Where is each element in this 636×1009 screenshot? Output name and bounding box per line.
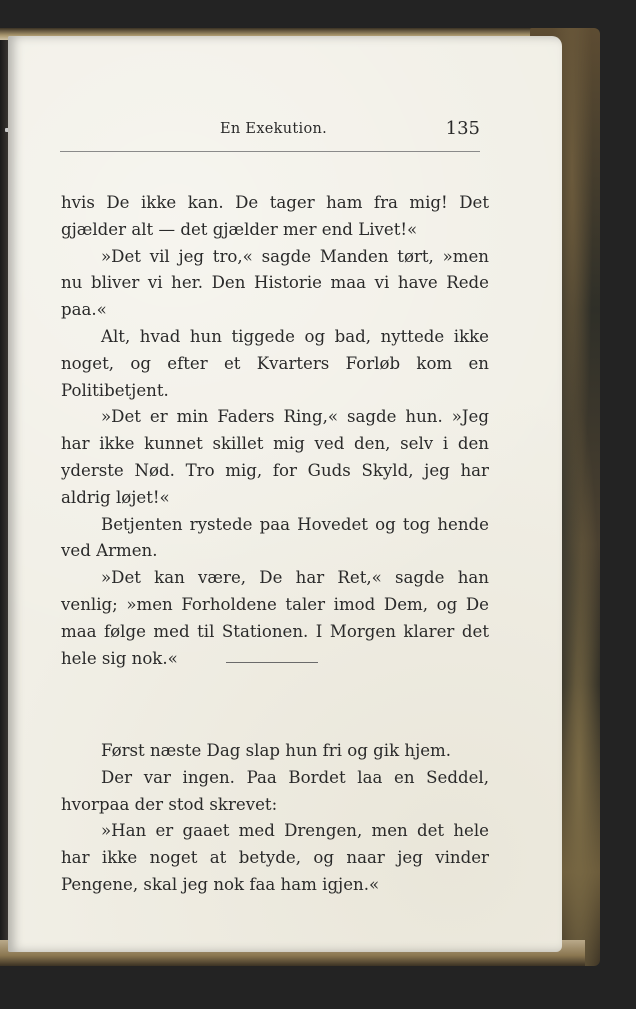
page-header — [60, 113, 490, 145]
book-page — [8, 36, 562, 952]
paragraph: Alt, hvad hun tiggede og bad, nyttede ikke noget, og efter et Kvarters Forløb kom en Politibetjent. — [61, 326, 489, 400]
paragraph: Der var ingen. Paa Bordet laa en Seddel, hvorpaa der stod skrevet: — [61, 767, 489, 814]
paragraph: »Det kan være, De har Ret,« sagde han venlig; »men Forholdene taler imod Dem, og De maa følge med til Stationen. I Morgen klarer det hele sig nok.« — [61, 568, 489, 668]
section-2-text — [61, 738, 489, 899]
page-number: 135 — [445, 118, 480, 139]
paragraph: »Han er gaaet med Drengen, men det hele har ikke noget at betyde, og naar jeg vinder Pengene, skal jeg nok faa ham igjen.« — [61, 821, 489, 894]
section-1-text — [61, 190, 489, 672]
paragraph: »Det er min Faders Ring,« sagde hun. »Jeg har ikke kunnet skillet mig ved den, selv i den yderste Nød. Tro mig, for Guds Skyld, jeg har aldrig løjet!« — [61, 407, 489, 507]
paragraph: Betjenten rystede paa Hovedet og tog hende ved Armen. — [61, 514, 489, 561]
paragraph: Først næste Dag slap hun fri og gik hjem. — [101, 741, 452, 760]
running-title: En Exekution. — [220, 121, 328, 137]
header-rule — [60, 151, 480, 152]
paragraph: »Det vil jeg tro,« sagde Manden tørt, »men nu bliver vi her. Den Historie maa vi have Rede paa.« — [61, 246, 489, 320]
section-divider — [226, 662, 318, 663]
paragraph: hvis De ikke kan. De tager ham fra mig! Det gjælder alt — det gjælder mer end Livet!« — [61, 193, 489, 239]
